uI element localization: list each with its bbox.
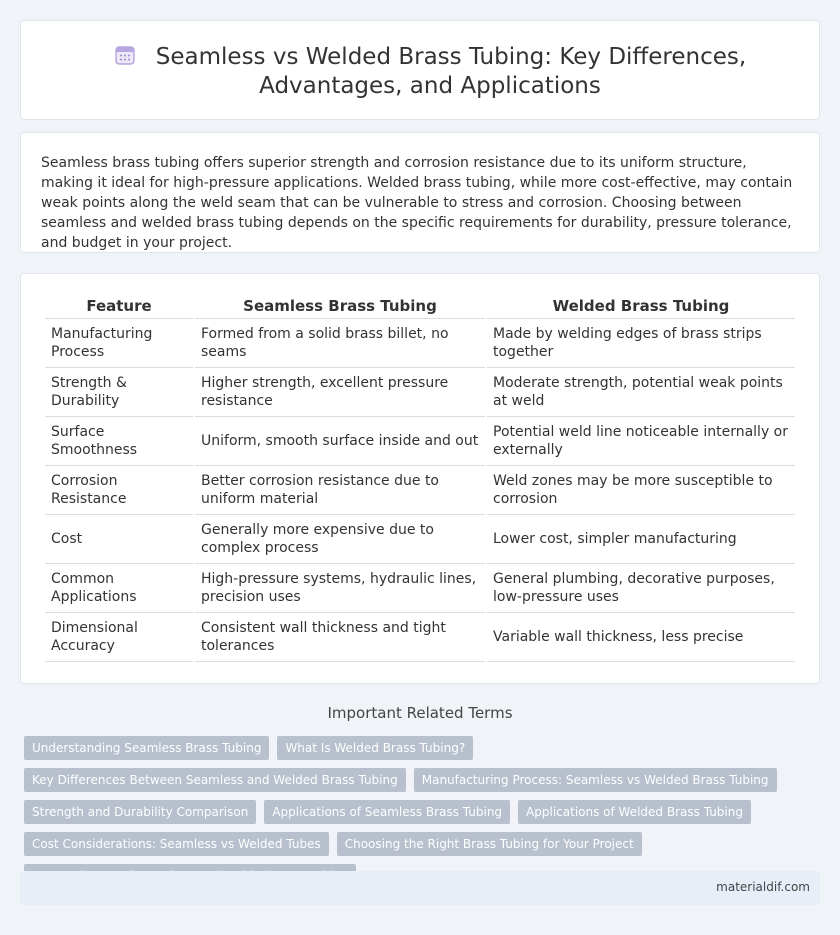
feature-cell: Cost [45, 515, 193, 564]
intro-paragraph: Seamless brass tubing offers superior strength and corrosion resistance due to its uniform structure, making it ideal for high-pressure applications. Welded brass tubing, while more cost-effective, may contain weak points along the weld seam that can be vulnerable to stress and corrosion. Choosing between seamless and welded brass tubing depends on the specific requirements for durability, pressure tolerance, and budget in your project. [41, 155, 793, 251]
calendar-icon [114, 44, 136, 66]
related-terms-list [24, 736, 814, 888]
seamless-cell: Formed from a solid brass billet, no seams [195, 319, 485, 368]
related-term-tag[interactable]: Manufacturing Process: Seamless vs Welded Brass Tubing [414, 768, 777, 792]
welded-cell: Potential weld line noticeable internally or externally [487, 417, 795, 466]
welded-cell: Made by welding edges of brass strips together [487, 319, 795, 368]
table-row [45, 613, 795, 662]
header-feature: Feature [45, 294, 193, 319]
seamless-cell: Consistent wall thickness and tight tolerances [195, 613, 485, 662]
table-header-row [45, 294, 795, 319]
comparison-card [20, 273, 820, 684]
table-row [45, 515, 795, 564]
intro-card [20, 132, 820, 253]
feature-cell: Surface Smoothness [45, 417, 193, 466]
page-title [61, 43, 799, 101]
related-terms-title: Important Related Terms [327, 704, 513, 722]
related-term-tag[interactable]: What Is Welded Brass Tubing? [277, 736, 473, 760]
comparison-table [43, 294, 797, 662]
header-welded: Welded Brass Tubing [487, 294, 795, 319]
title-card [20, 20, 820, 120]
table-row [45, 466, 795, 515]
page-title-text: Seamless vs Welded Brass Tubing: Key Differences, Advantages, and Applications [155, 44, 747, 99]
table-row [45, 368, 795, 417]
seamless-cell: Higher strength, excellent pressure resistance [195, 368, 485, 417]
seamless-cell: Better corrosion resistance due to uniform material [195, 466, 485, 515]
feature-cell: Corrosion Resistance [45, 466, 193, 515]
related-term-tag[interactable]: Choosing the Right Brass Tubing for Your Project [337, 832, 642, 856]
footer-site-link[interactable]: materialdif.com [716, 880, 810, 894]
welded-cell: Moderate strength, potential weak points at weld [487, 368, 795, 417]
related-term-tag[interactable]: Applications of Seamless Brass Tubing [264, 800, 510, 824]
welded-cell: Variable wall thickness, less precise [487, 613, 795, 662]
related-term-tag[interactable]: Strength and Durability Comparison [24, 800, 256, 824]
feature-cell: Strength & Durability [45, 368, 193, 417]
seamless-cell: Generally more expensive due to complex process [195, 515, 485, 564]
table-row [45, 564, 795, 613]
related-term-tag[interactable]: Understanding Seamless Brass Tubing [24, 736, 269, 760]
header-seamless: Seamless Brass Tubing [195, 294, 485, 319]
related-term-tag[interactable]: Applications of Welded Brass Tubing [518, 800, 751, 824]
feature-cell: Common Applications [45, 564, 193, 613]
related-term-tag[interactable]: Cost Considerations: Seamless vs Welded Tubes [24, 832, 329, 856]
welded-cell: Weld zones may be more susceptible to corrosion [487, 466, 795, 515]
table-row [45, 319, 795, 368]
seamless-cell: High-pressure systems, hydraulic lines, precision uses [195, 564, 485, 613]
feature-cell: Manufacturing Process [45, 319, 193, 368]
welded-cell: General plumbing, decorative purposes, low-pressure uses [487, 564, 795, 613]
welded-cell: Lower cost, simpler manufacturing [487, 515, 795, 564]
feature-cell: Dimensional Accuracy [45, 613, 193, 662]
table-row [45, 417, 795, 466]
related-term-tag[interactable]: Key Differences Between Seamless and Welded Brass Tubing [24, 768, 406, 792]
footer [20, 871, 820, 905]
seamless-cell: Uniform, smooth surface inside and out [195, 417, 485, 466]
